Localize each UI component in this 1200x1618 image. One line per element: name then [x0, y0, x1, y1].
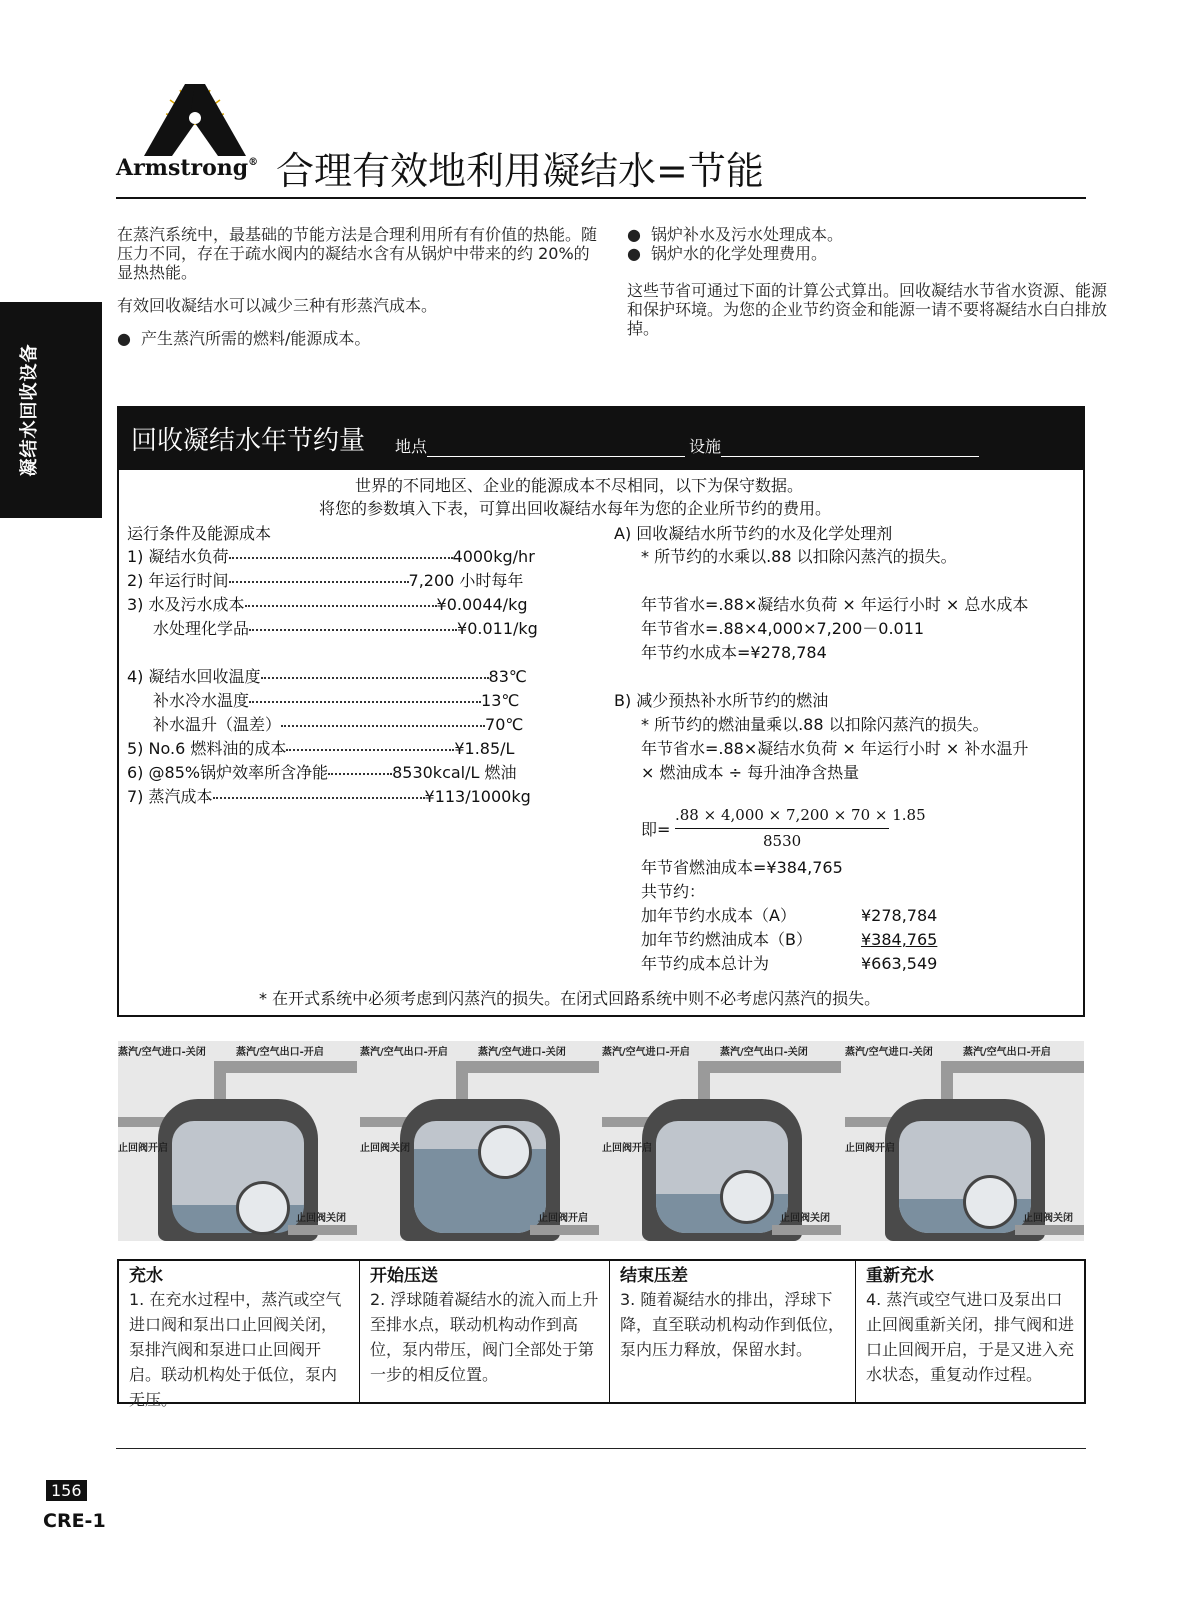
float-ball [963, 1175, 1017, 1229]
float-ball [478, 1125, 532, 1179]
inlet-label: 蒸汽/空气进口-关闭 [118, 1047, 206, 1058]
side-tab: 凝结水回收设备 [0, 302, 102, 518]
bullet-icon: ● [627, 225, 641, 244]
outlet-label: 蒸汽/空气出口-开启 [963, 1047, 1051, 1058]
section-b-heading: B) 减少预热补水所节约的燃油 [614, 691, 829, 710]
stage-diagram-pump-end [602, 1041, 841, 1241]
stage-title: 充水 [129, 1266, 163, 1286]
stage-title: 开始压送 [370, 1266, 438, 1286]
inlet-label: 蒸汽/空气进口-关闭 [845, 1047, 933, 1058]
calc-header [119, 408, 1083, 470]
check-valve-label: 止回阀关闭 [360, 1143, 410, 1154]
stage-text: 4. 蒸汽或空气进口及泵出口止回阀重新关闭，排气阀和进口止回阀开启，于是又进入充水状态，重复动作过程。 [866, 1290, 1075, 1384]
fraction-bar [675, 828, 889, 829]
condition-row: 6) @85%锅炉效率所含净能 8530kcal/L 燃油 [127, 763, 517, 782]
section-b-result: 年节省燃油成本=¥384,765 [641, 858, 843, 877]
bullet-item: ● 锅炉水的化学处理费用。 [627, 244, 827, 263]
outlet-pipe [1015, 1225, 1084, 1235]
check-valve-label: 止回阀关闭 [296, 1213, 346, 1224]
condition-row: 5) No.6 燃料油的成本 ¥1.85/L [127, 739, 515, 758]
top-pipe [456, 1061, 599, 1073]
intro-paragraph-2: 有效回收凝结水可以减少三种有形蒸汽成本。 [117, 296, 438, 315]
section-a-note: * 所节约的水乘以.88 以扣除闪蒸汽的损失。 [641, 547, 957, 566]
inlet-label: 蒸汽/空气进口-开启 [602, 1047, 690, 1058]
fraction-denominator: 8530 [763, 832, 802, 850]
bullet-icon: ● [117, 329, 131, 348]
intro-left [117, 225, 597, 348]
bullet-icon: ● [627, 244, 641, 263]
location-field[interactable]: 地点 [395, 434, 685, 457]
totals-heading: 共节约： [641, 882, 706, 901]
float-ball [236, 1181, 290, 1235]
total-row: 加年节约水成本（A） [641, 906, 796, 925]
top-pipe [698, 1061, 841, 1073]
riser-pipe [698, 1061, 710, 1101]
condition-row: 7) 蒸汽成本 ¥113/1000kg [127, 787, 531, 806]
grand-total-value: ¥663,549 [861, 954, 938, 973]
page-title: 合理有效地利用凝结水=节能 [276, 149, 764, 193]
stage-diagram-fill [118, 1041, 357, 1241]
check-valve-label: 止回阀开启 [602, 1143, 652, 1154]
stage-title: 结束压差 [620, 1266, 688, 1286]
stage-text: 3. 随着凝结水的排出，浮球下降，直至联动机构动作到低位，泵内压力释放，保留水封。 [620, 1290, 845, 1359]
total-value: ¥384,765 [861, 930, 938, 949]
stage-title: 重新充水 [866, 1266, 934, 1286]
section-a-formula: 年节省水=.88×凝结水负荷 × 年运行小时 × 总水成本 [641, 595, 1029, 614]
page-code: CRE-1 [43, 1510, 106, 1532]
riser-pipe [214, 1061, 226, 1101]
conditions-heading: 运行条件及能源成本 [127, 524, 272, 543]
section-b-formula: 年节省水=.88×凝结水负荷 × 年运行小时 × 补水温升 [641, 739, 1029, 758]
stage-description [359, 1261, 609, 1402]
check-valve-label: 止回阀关闭 [1023, 1213, 1073, 1224]
riser-pipe [456, 1061, 468, 1101]
outlet-label: 蒸汽/空气出口-开启 [236, 1047, 324, 1058]
check-valve-label: 止回阀开启 [118, 1143, 168, 1154]
float-ball [720, 1170, 774, 1224]
calc-footnote: * 在开式系统中必须考虑到闪蒸汽的损失。在闭式回路系统中则不必考虑闪蒸汽的损失。 [259, 989, 881, 1008]
outlet-pipe [530, 1225, 599, 1235]
total-value: ¥278,784 [861, 906, 938, 925]
stage-text: 1. 在充水过程中，蒸汽或空气进口阀和泵出口止回阀关闭，泵排汽阀和泵进口止回阀开启。联动机构处于低位，泵内无压。 [129, 1290, 342, 1409]
calc-note-2: 将您的参数填入下表，可算出回收凝结水每年为您的企业所节约的费用。 [319, 499, 832, 518]
facility-field[interactable]: 设施 [689, 434, 979, 457]
condition-row: 补水冷水温度 13℃ [153, 691, 520, 710]
outlet-pipe [288, 1225, 357, 1235]
stage-diagram-refill [845, 1041, 1084, 1241]
stage-diagram-pump-start [360, 1041, 599, 1241]
stage-description [119, 1261, 359, 1409]
section-a-formula: 年节省水=.88×4,000×7,200－0.011 [641, 619, 925, 638]
section-a-heading: A) 回收凝结水所节约的水及化学处理剂 [614, 524, 893, 543]
check-valve-label: 止回阀开启 [845, 1143, 895, 1154]
calc-title: 回收凝结水年节约量 [131, 426, 366, 456]
condition-row: 2) 年运行时间 7,200 小时每年 [127, 571, 524, 590]
intro-paragraph-3: 这些节省可通过下面的计算公式算出。回收凝结水节省水资源、能源和保护环境。为您的企业节约资金和能源一请不要将凝结水白白排放掉。 [627, 281, 1108, 338]
section-b-note: * 所节约的燃油量乘以.88 以扣除闪蒸汽的损失。 [641, 715, 989, 734]
outlet-pipe [772, 1225, 841, 1235]
top-pipe [941, 1061, 1084, 1073]
stage-text: 2. 浮球随着凝结水的流入而上升至排水点，联动机构动作到高位，泵内带压，阀门全部处于第一步的相反位置。 [370, 1290, 599, 1384]
condition-row: 4) 凝结水回收温度 83℃ [127, 667, 527, 686]
page-number: 156 [46, 1480, 87, 1501]
fraction-numerator: .88 × 4,000 × 7,200 × 70 × 1.85 [675, 806, 926, 824]
header-rule [116, 197, 1086, 199]
bullet-item: ● 产生蒸汽所需的燃料/能源成本。 [117, 329, 371, 348]
calc-note-1: 世界的不同地区、企业的能源成本不尽相同，以下为保守数据。 [355, 476, 804, 495]
stage-description [855, 1261, 1084, 1402]
check-valve-label: 止回阀关闭 [780, 1213, 830, 1224]
outlet-label: 蒸汽/空气进口-关闭 [478, 1047, 566, 1058]
footer-rule [116, 1448, 1086, 1449]
riser-pipe [941, 1061, 953, 1101]
bullet-item: ● 锅炉补水及污水处理成本。 [627, 225, 843, 244]
condition-row: 3) 水及污水成本 ¥0.0044/kg [127, 595, 528, 614]
fraction-prefix: 即= [641, 820, 671, 839]
section-b-formula: × 燃油成本 ÷ 每升油净含热量 [641, 763, 860, 782]
armstrong-logo-icon [140, 80, 250, 158]
total-row: 加年节约燃油成本（B） [641, 930, 812, 949]
brand-wordmark: Armstrong® [116, 155, 259, 181]
section-a-result: 年节约水成本=¥278,784 [641, 643, 827, 662]
total-row: 年节约成本总计为 [641, 954, 770, 973]
condition-row: 补水温升（温差） 70℃ [153, 715, 524, 734]
pump-stage-diagrams [118, 1041, 1084, 1241]
stage-description [609, 1261, 855, 1402]
condition-row: 水处理化学品 ¥0.011/kg [153, 619, 538, 638]
outlet-label: 蒸汽/空气出口-关闭 [720, 1047, 808, 1058]
intro-paragraph-1: 在蒸汽系统中，最基础的节能方法是合理利用所有有价值的热能。随压力不同，存在于疏水阀内的凝结水含有从锅炉中带来的约 20%的显热热能。 [117, 225, 598, 282]
check-valve-label: 止回阀开启 [538, 1213, 588, 1224]
savings-calculation-box [117, 406, 1085, 1017]
tank-interior [656, 1121, 788, 1233]
stage-description-table [117, 1259, 1086, 1409]
intro-right [627, 225, 1107, 338]
condition-row: 1) 凝结水负荷 4000kg/hr [127, 547, 535, 566]
inlet-label: 蒸汽/空气出口-开启 [360, 1047, 448, 1058]
top-pipe [214, 1061, 357, 1073]
armstrong-logo [140, 80, 250, 158]
